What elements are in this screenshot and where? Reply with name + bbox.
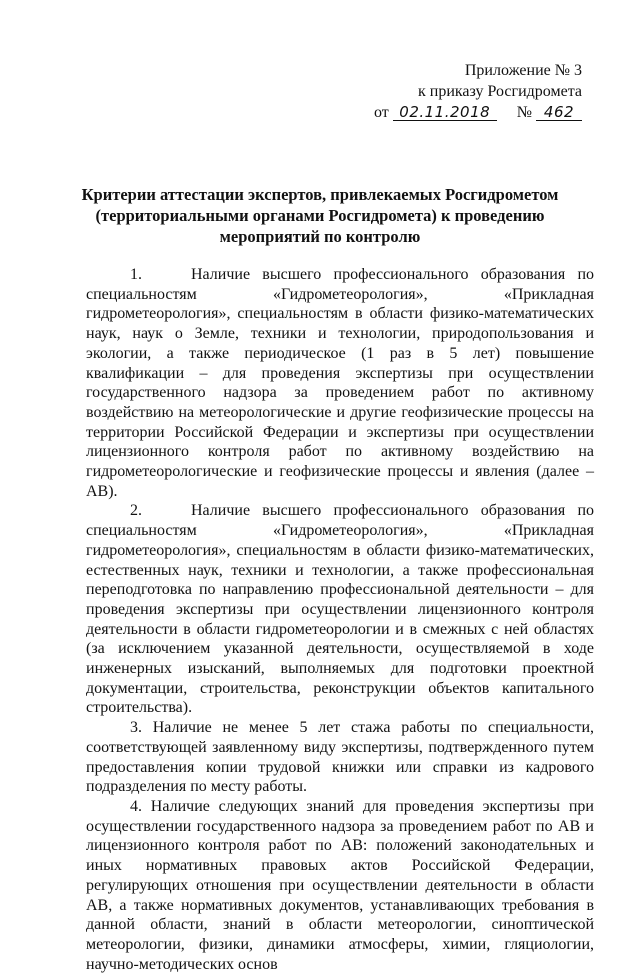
paragraph-4: 4. Наличие следующих знаний для проведения экспертизы при осуществлении государственного надзора за проведением работ по АВ и лицензионного контроля работ по АВ: положений законодательных и иных нормативных правовых актов Российской Федерации, регулирующих отношения при осуществлении деятельности в области АВ, а также нормативных документов, устанавливающих требования в данной области, знаний в области метеорологии, синоптической метеорологии, физики, динамики атмосферы, химии, гляциологии, научно-методических основ [86, 797, 594, 973]
handwritten-date: 02.11.2018 [393, 104, 497, 121]
title-line-3: мероприятий по контролю [219, 227, 421, 246]
paragraph-2: 2. Наличие высшего профессионального образования по специальностям «Гидрометеорология», «Прикладная гидрометеорология», специальностям в области физико-математических, естественных наук, техники и технологии, а также профессиональная переподготовка по направлению профессиональной деятельности – для проведения экспертизы при осуществлении лицензионного контроля деятельности в области гидрометеорологии и в смежных с ней областях (за исключением указанной деятельности, осуществляемой в ходе инженерных изысканий, выполняемых для подготовки проектной документации, строительства, реконструкции объектов капитального строительства). [86, 502, 594, 717]
from-label: от [373, 104, 389, 121]
number-label: № [516, 104, 532, 121]
appendix-date-line [374, 102, 582, 123]
title-line-2: (территориальными органами Росгидромета) к проведению [95, 206, 545, 225]
handwritten-number: 462 [536, 104, 582, 121]
document-body [86, 265, 594, 974]
appendix-number: Приложение № 3 [464, 62, 582, 79]
title-line-1: Критерии аттестации экспертов, привлекаемых Росгидрометом [81, 185, 559, 204]
appendix-header [374, 60, 582, 123]
paragraph-3: 3. Наличие не менее 5 лет стажа работы по специальности, соответствующей заявленному виду экспертизы, подтвержденного путем предоставления копии трудовой книжки или справки из кадрового подразделения по месту работы. [86, 719, 594, 796]
appendix-order-ref: к приказу Росгидромета [418, 83, 582, 100]
paragraph-1: 1. Наличие высшего профессионального образования по специальностям «Гидрометеорология», «Прикладная гидрометеорология», специальностям в области физико-математических наук, наук о Земле, техники и технологии, природопользования и экологии, а также периодическое (1 раз в 5 лет) повышение квалификации – для проведения экспертизы при осуществлении государственного надзора за проведением работ по активному воздействию на метеорологические и другие геофизические процессы на территории Российской Федерации и экспертизы при осуществлении лицензионного контроля работ по активному воздействию на гидрометеорологические и геофизические процессы и явления (далее – АВ). [86, 266, 594, 500]
document-title [60, 184, 580, 247]
